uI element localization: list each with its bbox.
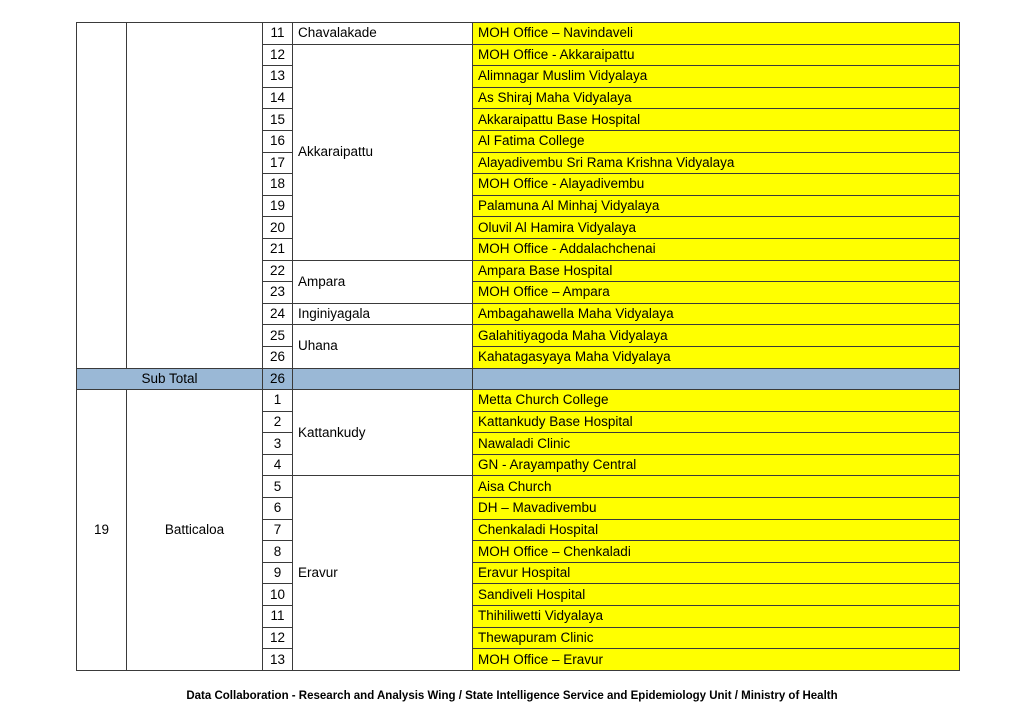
subtotal-count: 26 [263,368,293,390]
centre-name: Nawaladi Clinic [473,433,960,455]
centre-name: Kahatagasyaya Maha Vidyalaya [473,346,960,368]
centre-name: MOH Office – Chenkaladi [473,541,960,563]
division-name: Inginiyagala [293,303,473,325]
row-number: 8 [263,541,293,563]
centre-name: MOH Office - Akkaraipattu [473,44,960,66]
subtotal-row [77,368,960,390]
row-number: 4 [263,454,293,476]
row-number: 3 [263,433,293,455]
division-name: Kattankudy [293,390,473,476]
centre-name: Sandiveli Hospital [473,584,960,606]
centre-name: Metta Church College [473,390,960,412]
centre-name: DH – Mavadivembu [473,498,960,520]
centre-name: Kattankudy Base Hospital [473,411,960,433]
table-row [77,23,960,45]
division-name: Ampara [293,260,473,303]
row-number: 17 [263,152,293,174]
row-number: 12 [263,627,293,649]
row-number: 1 [263,390,293,412]
district-cell-empty [127,23,263,369]
division-name: Uhana [293,325,473,368]
row-number: 6 [263,498,293,520]
centre-name: Al Fatima College [473,130,960,152]
row-number: 14 [263,87,293,109]
row-number: 20 [263,217,293,239]
vaccination-centres-table [76,22,960,671]
table-row [77,390,960,412]
row-number: 22 [263,260,293,282]
centre-name: Ampara Base Hospital [473,260,960,282]
centre-name: MOH Office – Navindaveli [473,23,960,45]
centre-name: Oluvil Al Hamira Vidyalaya [473,217,960,239]
row-number: 23 [263,282,293,304]
row-number: 25 [263,325,293,347]
page-footer: Data Collaboration - Research and Analysis Wing / State Intelligence Service and Epidemiology Unit / Ministry of Health [186,690,838,702]
row-number: 9 [263,562,293,584]
row-number: 24 [263,303,293,325]
centre-name: Alayadivembu Sri Rama Krishna Vidyalaya [473,152,960,174]
row-number: 15 [263,109,293,131]
division-name: Akkaraipattu [293,44,473,260]
centre-name: Ambagahawella Maha Vidyalaya [473,303,960,325]
centre-name: MOH Office - Addalachchenai [473,238,960,260]
row-number: 2 [263,411,293,433]
division-name: Chavalakade [293,23,473,45]
centre-name: Akkaraipattu Base Hospital [473,109,960,131]
row-number: 13 [263,649,293,671]
division-name: Eravur [293,476,473,670]
centre-name: Chenkaladi Hospital [473,519,960,541]
district-name: Batticaloa [127,390,263,671]
centre-name: As Shiraj Maha Vidyalaya [473,87,960,109]
subtotal-label: Sub Total [77,368,263,390]
centre-name: Alimnagar Muslim Vidyalaya [473,66,960,88]
centre-name: GN - Arayampathy Central [473,454,960,476]
row-number: 11 [263,23,293,45]
centre-name: Aisa Church [473,476,960,498]
subtotal-empty [473,368,960,390]
district-index: 19 [77,390,127,671]
centre-name: Thewapuram Clinic [473,627,960,649]
centre-name: MOH Office - Alayadivembu [473,174,960,196]
centre-name: Palamuna Al Minhaj Vidyalaya [473,195,960,217]
index-cell-empty [77,23,127,369]
centre-name: Galahitiyagoda Maha Vidyalaya [473,325,960,347]
row-number: 26 [263,346,293,368]
row-number: 19 [263,195,293,217]
centre-name: MOH Office – Ampara [473,282,960,304]
centre-name: MOH Office – Eravur [473,649,960,671]
row-number: 11 [263,606,293,628]
centre-name: Eravur Hospital [473,562,960,584]
row-number: 7 [263,519,293,541]
row-number: 21 [263,238,293,260]
row-number: 12 [263,44,293,66]
centre-name: Thihiliwetti Vidyalaya [473,606,960,628]
row-number: 5 [263,476,293,498]
row-number: 18 [263,174,293,196]
row-number: 13 [263,66,293,88]
row-number: 16 [263,130,293,152]
subtotal-empty [293,368,473,390]
row-number: 10 [263,584,293,606]
